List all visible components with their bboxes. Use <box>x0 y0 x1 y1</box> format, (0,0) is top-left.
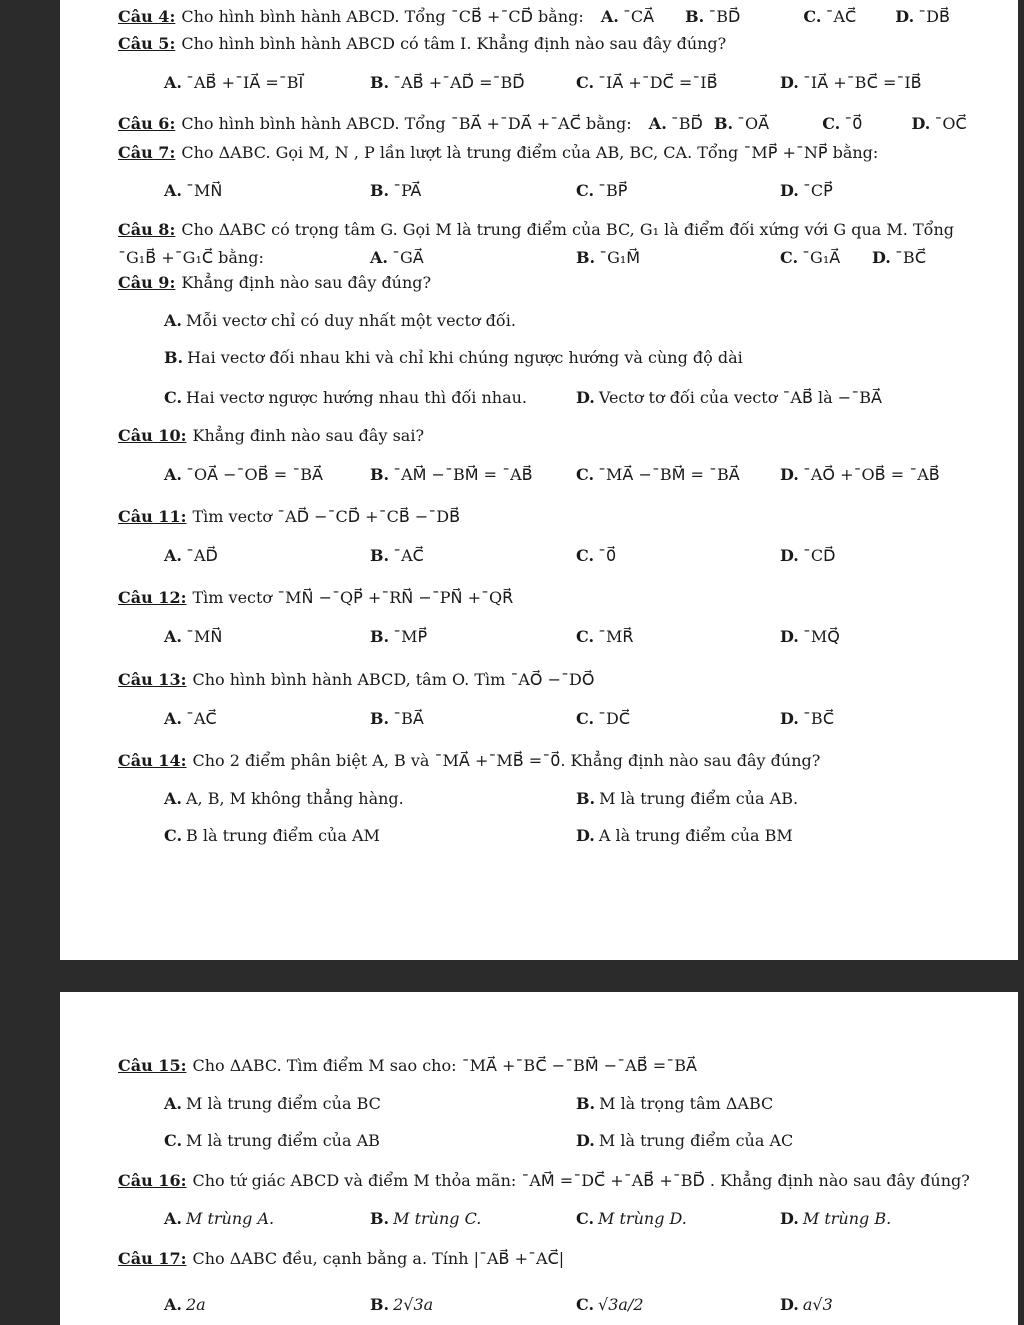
q16-option-a[interactable]: A. M trùng A. <box>164 1209 275 1228</box>
q8-option-d[interactable]: D. ¯BC⃗ <box>872 248 927 267</box>
question-4: Câu 4: Cho hình bình hành ABCD. Tổng ¯CB⃗ +¯CD⃗ bằng: A. ¯CA⃗ B. ¯BD⃗ C. ¯AC⃗ D. ¯DB⃗ <box>118 7 950 26</box>
q9-option-b[interactable]: B. Hai vectơ đối nhau khi và chỉ khi chúng ngược hướng và cùng độ dài <box>164 348 743 367</box>
q13-option-b[interactable]: B. ¯BA⃗ <box>370 709 424 728</box>
q17-option-b[interactable]: B. 2√3a <box>370 1295 434 1314</box>
q5-option-b[interactable]: B. ¯AB⃗ +¯AD⃗ =¯BD⃗ <box>370 73 525 92</box>
question-13: Câu 13: Cho hình bình hành ABCD, tâm O. Tìm ¯AO⃗ −¯DO⃗ <box>118 670 595 689</box>
q16-option-d[interactable]: D. M trùng B. <box>780 1209 892 1228</box>
q14-option-c[interactable]: C. B là trung điểm của AM <box>164 826 380 845</box>
q12-option-d[interactable]: D. ¯MQ⃗ <box>780 627 840 646</box>
question-10: Câu 10: Khẳng đinh nào sau đây sai? <box>118 426 425 445</box>
q15-option-c[interactable]: C. M là trung điểm của AB <box>164 1131 380 1150</box>
q11-option-a[interactable]: A. ¯AD⃗ <box>164 546 218 565</box>
q9-option-c[interactable]: C. Hai vectơ ngược hướng nhau thì đối nhau. <box>164 388 527 407</box>
q13-option-a[interactable]: A. ¯AC⃗ <box>164 709 217 728</box>
question-7: Câu 7: Cho ΔABC. Gọi M, N , P lần lượt là trung điểm của AB, BC, CA. Tổng ¯MP⃗ +¯NP⃗ bằng: <box>118 143 879 162</box>
question-17: Câu 17: Cho ΔABC đều, cạnh bằng a. Tính |¯AB⃗ +¯AC⃗| <box>118 1249 565 1268</box>
q14-option-d[interactable]: D. A là trung điểm của BM <box>576 826 793 845</box>
q10-option-d[interactable]: D. ¯AO⃗ +¯OB⃗ = ¯AB⃗ <box>780 465 940 484</box>
q11-option-d[interactable]: D. ¯CD⃗ <box>780 546 836 565</box>
question-12: Câu 12: Tìm vectơ ¯MN⃗ −¯QP⃗ +¯RN⃗ −¯PN⃗ +¯QR⃗ <box>118 588 514 607</box>
q7-option-d[interactable]: D. ¯CP⃗ <box>780 181 833 200</box>
q16-option-b[interactable]: B. M trùng C. <box>370 1209 482 1228</box>
q10-option-b[interactable]: B. ¯AM⃗ −¯BM⃗ = ¯AB⃗ <box>370 465 533 484</box>
q13-option-c[interactable]: C. ¯DC⃗ <box>576 709 631 728</box>
q10-option-c[interactable]: C. ¯MA⃗ −¯BM⃗ = ¯BA⃗ <box>576 465 740 484</box>
q17-option-c[interactable]: C. √3a/2 <box>576 1295 644 1314</box>
q12-option-c[interactable]: C. ¯MR⃗ <box>576 627 634 646</box>
q15-option-b[interactable]: B. M là trọng tâm ΔABC <box>576 1094 774 1113</box>
q9-option-d[interactable]: D. Vectơ tơ đối của vectơ ¯AB⃗ là −¯BA⃗ <box>576 388 882 407</box>
q15-option-d[interactable]: D. M là trung điểm của AC <box>576 1131 794 1150</box>
q17-option-d[interactable]: D. a√3 <box>780 1295 833 1314</box>
q5-option-a[interactable]: A. ¯AB⃗ +¯IA⃗ =¯BI⃗ <box>164 73 304 92</box>
question-5: Câu 5: Cho hình bình hành ABCD có tâm I. Khẳng định nào sau đây đúng? <box>118 34 727 53</box>
q12-option-b[interactable]: B. ¯MP⃗ <box>370 627 428 646</box>
q7-option-a[interactable]: A. ¯MN⃗ <box>164 181 223 200</box>
question-14: Câu 14: Cho 2 điểm phân biệt A, B và ¯MA⃗ +¯MB⃗ =¯0⃗. Khẳng định nào sau đây đúng? <box>118 751 821 770</box>
question-9: Câu 9: Khẳng định nào sau đây đúng? <box>118 273 432 292</box>
q13-option-d[interactable]: D. ¯BC⃗ <box>780 709 835 728</box>
q11-option-b[interactable]: B. ¯AC⃗ <box>370 546 424 565</box>
page-2 <box>60 992 1018 1325</box>
question-16: Câu 16: Cho tứ giác ABCD và điểm M thỏa mãn: ¯AM⃗ =¯DC⃗ +¯AB⃗ +¯BD⃗ . Khẳng định nào sau đây đúng? <box>118 1171 970 1190</box>
q8-option-c[interactable]: C. ¯G₁A⃗ <box>780 248 841 267</box>
question-8: Câu 8: Cho ΔABC có trọng tâm G. Gọi M là trung điểm của BC, G₁ là điểm đối xứng với G qua M. Tổng <box>118 220 954 239</box>
viewer-background-left <box>0 0 60 1325</box>
q8-option-b[interactable]: B. ¯G₁M⃗ <box>576 248 641 267</box>
q5-option-d[interactable]: D. ¯IA⃗ +¯BC⃗ =¯IB⃗ <box>780 73 922 92</box>
q10-option-a[interactable]: A. ¯OA⃗ −¯OB⃗ = ¯BA⃗ <box>164 465 323 484</box>
question-15: Câu 15: Cho ΔABC. Tìm điểm M sao cho: ¯MA⃗ +¯BC⃗ −¯BM⃗ −¯AB⃗ =¯BA⃗ <box>118 1056 697 1075</box>
q12-option-a[interactable]: A. ¯MN⃗ <box>164 627 223 646</box>
page-1 <box>60 0 1018 960</box>
q8-option-a[interactable]: A. ¯GA⃗ <box>370 248 424 267</box>
question-6: Câu 6: Cho hình bình hành ABCD. Tổng ¯BA⃗ +¯DA⃗ +¯AC⃗ bằng: A. ¯BD⃗ B. ¯OA⃗ C. ¯0⃗ D. ¯OC⃗ <box>118 114 967 133</box>
page-gap <box>0 960 1024 992</box>
q15-option-a[interactable]: A. M là trung điểm của BC <box>164 1094 381 1113</box>
question-11: Câu 11: Tìm vectơ ¯AD⃗ −¯CD⃗ +¯CB⃗ −¯DB⃗ <box>118 507 461 526</box>
q5-option-c[interactable]: C. ¯IA⃗ +¯DC⃗ =¯IB⃗ <box>576 73 718 92</box>
q7-option-c[interactable]: C. ¯BP⃗ <box>576 181 628 200</box>
q7-option-b[interactable]: B. ¯PA⃗ <box>370 181 422 200</box>
q9-option-a[interactable]: A. Mỗi vectơ chỉ có duy nhất một vectơ đối. <box>164 311 516 330</box>
question-8-line-2: ¯G₁B⃗ +¯G₁C⃗ bằng: <box>118 248 264 267</box>
q11-option-c[interactable]: C. ¯0⃗ <box>576 546 617 565</box>
q17-option-a[interactable]: A. 2a <box>164 1295 206 1314</box>
viewer-background-right <box>1018 0 1024 1325</box>
q14-option-a[interactable]: A. A, B, M không thẳng hàng. <box>164 789 404 808</box>
q16-option-c[interactable]: C. M trùng D. <box>576 1209 687 1228</box>
q14-option-b[interactable]: B. M là trung điểm của AB. <box>576 789 799 808</box>
